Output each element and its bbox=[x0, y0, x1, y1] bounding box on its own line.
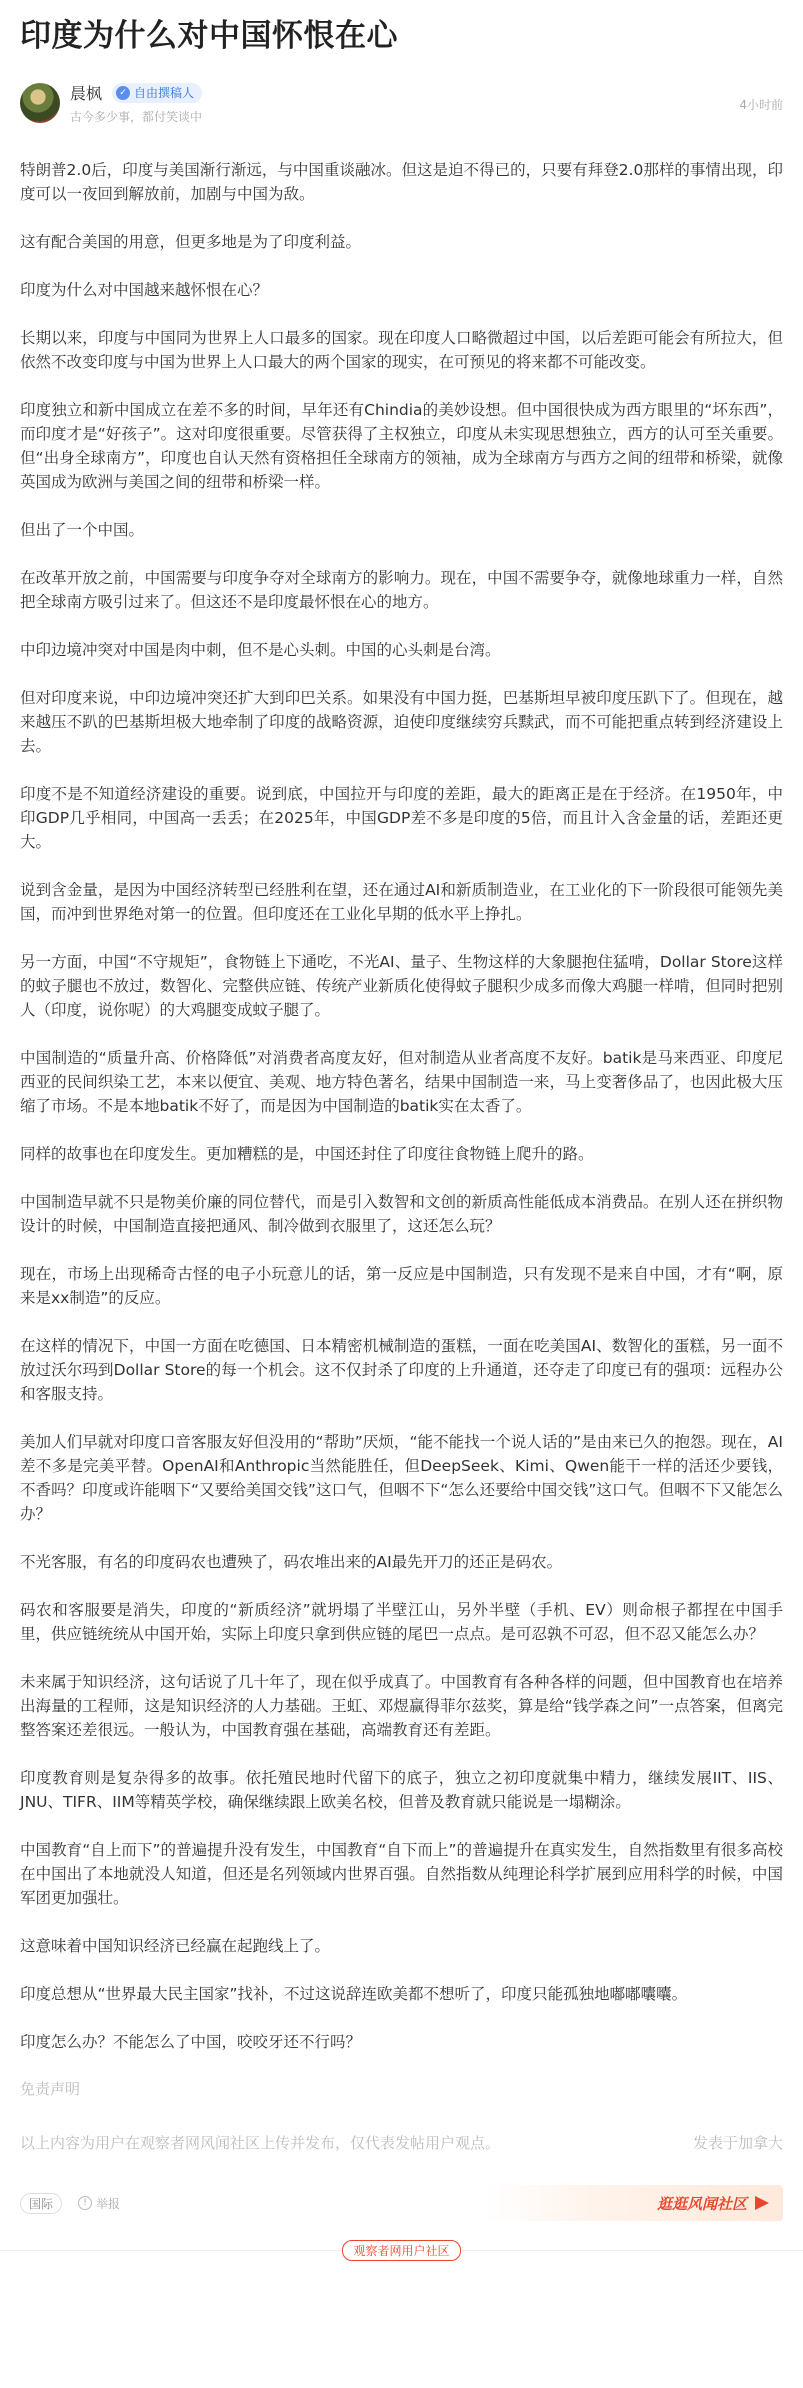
article-paragraph: 但出了一个中国。 bbox=[20, 521, 145, 539]
article-paragraph: 印度怎么办？不能怎么了中国，咬咬牙还不行吗？ bbox=[20, 2033, 362, 2051]
author-name[interactable]: 晨枫 bbox=[70, 84, 103, 103]
report-icon: ! bbox=[78, 2196, 92, 2210]
article-paragraph: 同样的故事也在印度发生。更加糟糕的是，中国还封住了印度往食物链上爬升的路。 bbox=[20, 1145, 594, 1163]
article-paragraph: 未来属于知识经济，这句话说了几十年了，现在似乎成真了。中国教育有各种各样的问题，但中国教育也在培养出海量的工程师，这是知识经济的人力基础。王虹、邓煜赢得菲尔兹奖，算是给“钱学森之问”一点答案，但离完整答案还差很远。一般认为，中国教育强在基础，高端教育还有差距。 bbox=[20, 1673, 783, 1739]
article-paragraph: 不光客服，有名的印度码农也遭殃了，码农堆出来的AI最先开刀的还正是码农。 bbox=[20, 1553, 563, 1571]
verified-badge-icon: ✓ bbox=[116, 86, 130, 100]
article-paragraph: 特朗普2.0后，印度与美国渐行渐远，与中国重谈融冰。但这是迫不得已的，只要有拜登2.0那样的事情出现，印度可以一夜回到解放前，加剧与中国为敌。 bbox=[20, 161, 783, 203]
community-promo-banner[interactable] bbox=[483, 2185, 783, 2221]
author-description: 古今多少事，都付笑谈中 bbox=[70, 110, 203, 124]
article-paragraph: 说到含金量，是因为中国经济转型已经胜利在望，还在通过AI和新质制造业，在工业化的下一阶段很可能领先美国，而冲到世界绝对第一的位置。但印度还在工业化早期的低水平上挣扎。 bbox=[20, 881, 783, 923]
author-row bbox=[20, 80, 783, 126]
community-link[interactable]: 观察者网用户社区 bbox=[342, 2240, 460, 2261]
promo-text: 逛逛风闻社区 bbox=[656, 2194, 747, 2213]
article-paragraph: 这意味着中国知识经济已经赢在起跑线上了。 bbox=[20, 1937, 331, 1955]
disclaimer-row bbox=[20, 2131, 783, 2155]
article-paragraph: 中印边境冲突对中国是肉中刺，但不是心头刺。中国的心头刺是台湾。 bbox=[20, 641, 501, 659]
article-paragraph: 印度教育则是复杂得多的故事。依托殖民地时代留下的底子，独立之初印度就集中精力，继续发展IIT、IIS、JNU、TIFR、IIM等精英学校，确保继续跟上欧美名校，但普及教育就只能说是一塌糊涂。 bbox=[20, 1769, 783, 1811]
article-paragraph: 在这样的情况下，中国一方面在吃德国、日本精密机械制造的蛋糕，一面在吃美国AI、数智化的蛋糕，另一面不放过沃尔玛到Dollar Store的每一个机会。这不仅封杀了印度的上升通道，还夺走了印度已有的强项：远程办公和客服支持。 bbox=[20, 1337, 783, 1403]
article-paragraph: 中国制造早就不只是物美价廉的同位替代，而是引入数智和文创的新质高性能低成本消费品。在别人还在拼织物设计的时候，中国制造直接把通风、制冷做到衣服里了，这还怎么玩？ bbox=[20, 1193, 783, 1235]
author-badge bbox=[112, 83, 202, 103]
author-badge-label: 自由撰稿人 bbox=[134, 86, 195, 100]
article-paragraph: 长期以来，印度与中国同为世界上人口最多的国家。现在印度人口略微超过中国，以后差距可能会有所拉大，但依然不改变印度与中国为世界上人口最大的两个国家的现实，在可预见的将来都不可能改变。 bbox=[20, 329, 783, 371]
disclaimer-title: 免责声明 bbox=[20, 2080, 81, 2098]
post-location: 发表于加拿大 bbox=[692, 2134, 783, 2152]
article-paragraph: 中国制造的“质量升高、价格降低”对消费者高度友好，但对制造从业者高度不友好。batik是马来西亚、印度尼西亚的民间织染工艺，本来以便宜、美观、地方特色著名，结果中国制造一来，马上变奢侈品了，也因此极大压缩了市场。不是本地batik不好了，而是因为中国制造的batik实在太香了。 bbox=[20, 1049, 783, 1115]
author-info bbox=[70, 81, 202, 125]
article-paragraph: 但对印度来说，中印边境冲突还扩大到印巴关系。如果没有中国力挺，巴基斯坦早被印度压趴下了。但现在，越来越压不趴的巴基斯坦极大地牵制了印度的战略资源，迫使印度继续穷兵黩武，而不可能把重点转到经济建设上去。 bbox=[20, 689, 783, 755]
author-top bbox=[70, 81, 202, 104]
article-paragraph: 美加人们早就对印度口音客服友好但没用的“帮助”厌烦，“能不能找一个说人话的”是由来已久的抱怨。现在，AI差不多是完美平替。OpenAI和Anthropic当然能胜任，但DeepSeek、Kimi、Qwen能干一样的活还少要钱，不香吗？印度或许能咽下“又要给美国交钱”这口气，但咽不下“怎么还要给中国交钱”这口气。但咽不下又能怎么办？ bbox=[20, 1433, 783, 1523]
arrow-right-icon bbox=[755, 2196, 769, 2210]
article-paragraph: 印度不是不知道经济建设的重要。说到底，中国拉开与印度的差距，最大的距离正是在于经济。在1950年，中印GDP几乎相同，中国高一丢丢；在2025年，中国GDP差不多是印度的5倍，而且计入含金量的话，差距还更大。 bbox=[20, 785, 783, 851]
author-avatar[interactable] bbox=[20, 83, 60, 123]
article-paragraph: 码农和客服要是消失，印度的“新质经济”就坍塌了半壁江山，另外半壁（手机、EV）则命根子都捏在中国手里，供应链统统从中国开始，实际上印度只拿到供应链的尾巴一点点。是可忍孰不可忍，但不忍又能怎么办？ bbox=[20, 1601, 783, 1643]
article-paragraph: 在改革开放之前，中国需要与印度争夺对全球南方的影响力。现在，中国不需要争夺，就像地球重力一样，自然把全球南方吸引过来了。但这还不是印度最怀恨在心的地方。 bbox=[20, 569, 783, 611]
article-title: 印度为什么对中国怀恨在心 bbox=[20, 18, 398, 54]
article-paragraph: 这有配合美国的用意，但更多地是为了印度利益。 bbox=[20, 233, 362, 251]
article-paragraph: 另一方面，中国“不守规矩”，食物链上下通吃，不光AI、量子、生物这样的大象腿抱住猛啃，Dollar Store这样的蚊子腿也不放过，数智化、完整供应链、传统产业新质化使得蚊子腿积少成多而像大鸡腿一样啃，但同时把别人（印度，说你呢）的大鸡腿变成蚊子腿了。 bbox=[20, 953, 783, 1019]
article-paragraph: 印度为什么对中国越来越怀恨在心？ bbox=[20, 281, 269, 299]
disclaimer-text: 以上内容为用户在观察者网风闻社区上传并发布，仅代表发帖用户观点。 bbox=[20, 2134, 501, 2152]
article-paragraph: 中国教育“自上而下”的普遍提升没有发生，中国教育“自下而上”的普遍提升在真实发生，自然指数里有很多高校在中国出了本地就没人知道，但还是名列领域内世界百强。自然指数从纯理论科学扩展到应用科学的时候，中国军团更加强壮。 bbox=[20, 1841, 783, 1907]
report-button[interactable] bbox=[78, 2195, 120, 2212]
tag-international[interactable]: 国际 bbox=[20, 2193, 62, 2214]
article-paragraph: 印度总想从“世界最大民主国家”找补，不过这说辞连欧美都不想听了，印度只能孤独地嘟嘟囔囔。 bbox=[20, 1985, 688, 2003]
post-time: 4小时前 bbox=[739, 98, 783, 112]
bottom-bar bbox=[20, 2185, 783, 2221]
article-paragraph: 印度独立和新中国成立在差不多的时间，早年还有Chindia的美妙设想。但中国很快成为西方眼里的“坏东西”，而印度才是“好孩子”。这对印度很重要。尽管获得了主权独立，印度从未实现思想独立，西方的认可至关重要。但“出身全球南方”，印度也自认天然有资格担任全球南方的领袖，成为全球南方与西方之间的纽带和桥梁，就像英国成为欧洲与美国之间的纽带和桥梁一样。 bbox=[20, 401, 783, 491]
report-label: 举报 bbox=[96, 2196, 121, 2211]
article-body bbox=[20, 158, 783, 2054]
community-link-row bbox=[20, 2235, 783, 2265]
article-paragraph: 现在，市场上出现稀奇古怪的电子小玩意儿的话，第一反应是中国制造，只有发现不是来自中国，才有“啊，原来是xx制造”的反应。 bbox=[20, 1265, 783, 1307]
